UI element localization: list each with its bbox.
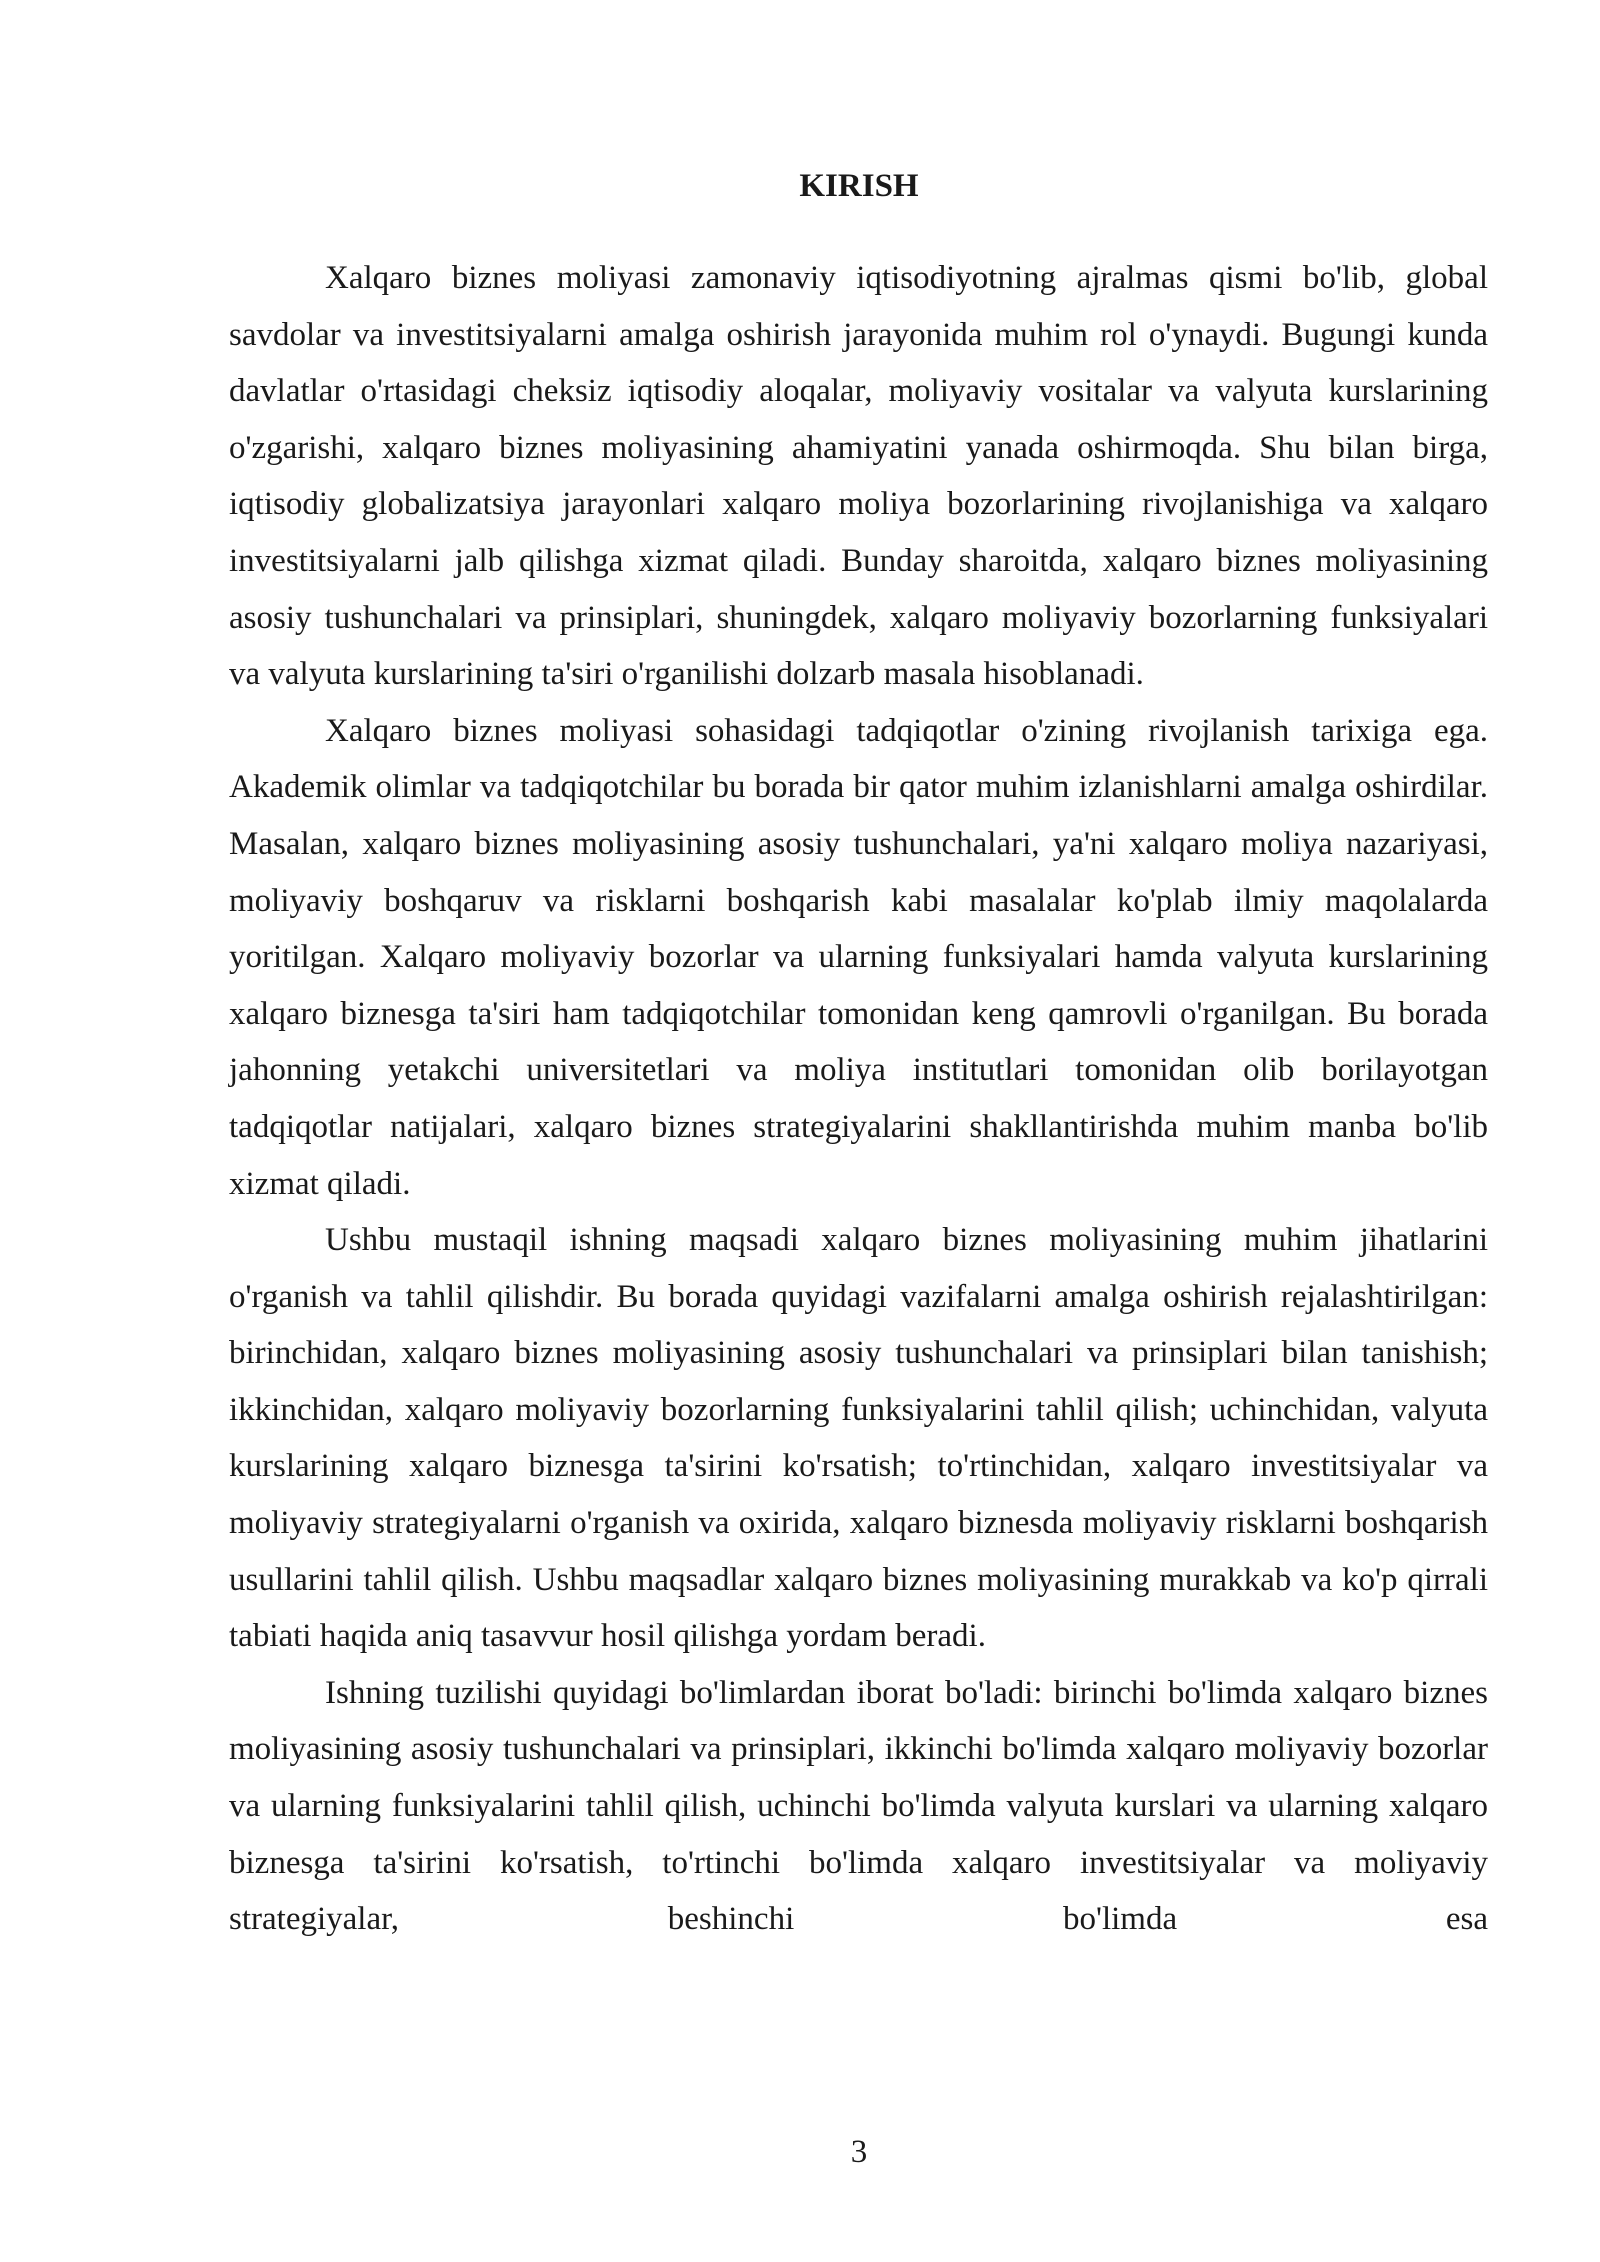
paragraph-structure: Ishning tuzilishi quyidagi bo'limlardan iborat bo'ladi: birinchi bo'limda xalqaro biznes moliyasining asosiy tushunchalari va prinsiplari, ikkinchi bo'limda xalqaro moliyaviy bozorlar va ularning funksiyalarini tahlil qilish, uchinchi bo'limda valyuta kurslari va ularning xalqaro biznesga ta'sirini ko'rsatish, to'rtinchi bo'limda xalqaro investitsiyalar va moliyaviy strategiyalar, beshinchi bo'limda esa [229, 1674, 1488, 1938]
paragraph-intro: Xalqaro biznes moliyasi zamonaviy iqtisodiyotning ajralmas qismi bo'lib, global savdolar va investitsiyalarni amalga oshirish jarayonida muhim rol o'ynaydi. Bugungi kunda davlatlar o'rtasidagi cheksiz iqtisodiy aloqalar, moliyaviy vositalar va valyuta kurslarining o'zgarishi, xalqaro biznes moliyasining ahamiyatini yanada oshirmoqda. Shu bilan birga, iqtisodiy globalizatsiya jarayonlari xalqaro moliya bozorlarining rivojlanishiga va xalqaro investitsiyalarni jalb qilishga xizmat qiladi. Bunday sharoitda, xalqaro biznes moliyasining asosiy tushunchalari va prinsiplari, shuningdek, xalqaro moliyaviy bozorlarning funksiyalari va valyuta kurslarining ta'siri o'rganilishi dolzarb masala hisoblanadi. [229, 260, 1488, 693]
page-title: KIRISH [799, 168, 919, 204]
page-number: 3 [850, 2134, 868, 2170]
paragraph-research-history: Xalqaro biznes moliyasi sohasidagi tadqiqotlar o'zining rivojlanish tarixiga ega. Akademik olimlar va tadqiqotchilar bu borada bir qator muhim izlanishlarni amalga oshirdilar. Masalan, xalqaro biznes moliyasining asosiy tushunchalari, ya'ni xalqaro moliya nazariyasi, moliyaviy boshqaruv va risklarni boshqarish kabi masalalar ko'plab ilmiy maqolalarda yoritilgan. Xalqaro moliyaviy bozorlar va ularning funksiyalari hamda valyuta kurslarining xalqaro biznesga ta'siri ham tadqiqotchilar tomonidan keng qamrovli o'rganilgan. Bu borada jahonning yetakchi universitetlari va moliya institutlari tomonidan olib borilayotgan tadqiqotlar natijalari, xalqaro biznes strategiyalarini shakllantirishda muhim manba bo'lib xizmat qiladi. [229, 712, 1488, 1202]
body-text [229, 250, 1488, 1948]
paragraph-goals-tasks: Ushbu mustaqil ishning maqsadi xalqaro biznes moliyasining muhim jihatlarini o'rganish va tahlil qilishdir. Bu borada quyidagi vazifalarni amalga oshirish rejalashtirilgan: birinchidan, xalqaro biznes moliyasining asosiy tushunchalari va prinsiplari bilan tanishish; ikkinchidan, xalqaro moliyaviy bozorlarning funksiyalarini tahlil qilish; uchinchidan, valyuta kurslarining xalqaro biznesga ta'sirini ko'rsatish; to'rtinchidan, xalqaro investitsiyalar va moliyaviy strategiyalarni o'rganish va oxirida, xalqaro biznesda moliyaviy risklarni boshqarish usullarini tahlil qilish. Ushbu maqsadlar xalqaro biznes moliyasining murakkab va ko'p qirrali tabiati haqida aniq tasavvur hosil qilishga yordam beradi. [229, 1222, 1488, 1655]
